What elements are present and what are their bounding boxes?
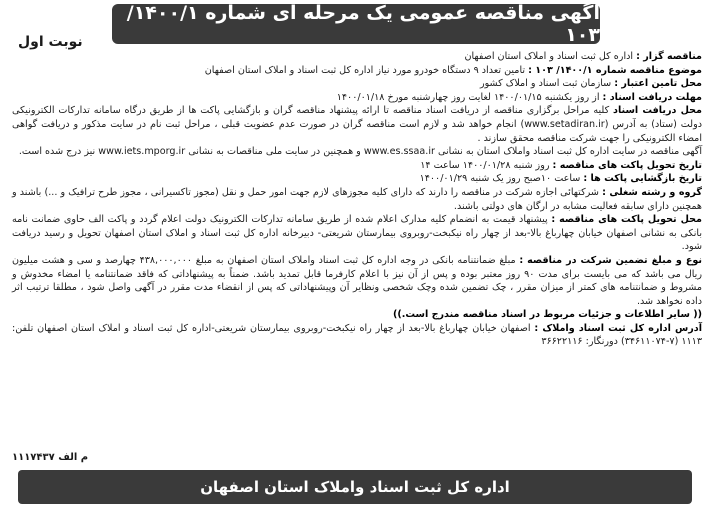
paragraph-text: تامین تعداد ۹ دستگاه خودرو مورد نیاز اداره کل ثبت اسناد و املاک استان اصفهان (204, 64, 529, 76)
paragraph-label: تاریخ بازگشایی پاکت ها : (583, 173, 702, 185)
paragraph-label: تاریخ تحویل پاکت های مناقصه : (552, 159, 702, 171)
paragraph (12, 50, 702, 64)
ad-title: آگهی مناقصه عمومی یک مرحله ای شماره ۱۴۰۰/۱/ ۱۰۳ (112, 4, 600, 44)
paragraph-label: (( سایر اطلاعات و جزئیات مربوط در اسناد مناقصه مندرج است.)) (392, 309, 702, 321)
paragraph-label: محل دریافت اسناد (613, 105, 702, 117)
paragraph-text: پیشنهاد قیمت به انضمام کلیه مدارک اعلام شده از طریق سامانه تدارکات الکترونیک دولت اعلام گردد و پاکت الف حاوی ضمانت نامه بانکی به نشانی اصفهان خیابان چهارباغ بالا-بعد از چهار راه نیکبخت-روبروی بیمارستان شریعتی- دبیرخانه اداره کل ثبت اسناد و املاک استان اصفهان تحویل و رسید دریافت شود. (12, 214, 702, 253)
paragraph (12, 104, 702, 145)
paragraph-text: اصفهان خیابان چهارباغ بالا-بعد از چهار راه نیکبخت-روبروی بیمارستان شریعتی-اداره کل ثبت اسناد و املاک استان اصفهان تلفن: ۱۱۱۳ (۷-۳۴۶۱۱۰۷۴) دورنگار: ۳۶۶۲۲۱۱۶ (12, 322, 702, 348)
paragraph-text: مبلغ ضمانتنامه بانکی در وجه اداره کل ثبت اسناد واملاک استان اصفهان به مبلغ ۴۳۸,۰۰۰,۰۰۰ چهارصد و سی و هشت میلیون ریال می باشد که می بایست برای مدت ۹۰ روز معتبر بوده و پس از آن نیز با اعلام کارفرما قابل تمدید باشد. ضمناً به پیشنهاداتی که فاقد ضمانتنامه یا امضاء مخدوش و مشروط و ضمانتنامه های کمتر از میزان مقرر ، چک تضمین شده وچک شخصی ونظایر آن وپیشنهاداتی که پس از انقضاء مدت مقرر در آگهی واصل شود ، مطلقا ترتیب اثر داده نخواهد شد. (12, 254, 702, 307)
paragraph (12, 91, 702, 105)
paragraph-label: گروه و رشته شغلی : (602, 186, 702, 198)
paragraph (12, 145, 702, 159)
paragraph (12, 186, 702, 213)
footer-banner (18, 470, 692, 504)
paragraph-text: ساعت ۱۰صبح روز یک شنبه ۱۴۰۰/۰۱/۲۹ (419, 173, 584, 185)
paragraph-text: آگهی مناقصه در سایت اداره کل ثبت اسناد واملاک استان به نشانی www.es.ssaa.ir و همچنین در سایت ملی مناقصات به نشانی www.iets.mporg.ir نیز درج شده است. (18, 146, 702, 158)
reference-number: م الف ۱۱۱۷۴۳۷ (12, 452, 89, 463)
paragraph (12, 77, 702, 91)
footer-text: اداره کل ثبت اسناد واملاک استان اصفهان (200, 478, 510, 496)
paragraph-text: کلیه مراحل برگزاری مناقصه از دریافت اسناد مناقصه تا ارائه پیشنهاد مناقصه گران و بازگشایی پاکت ها از طریق درگاه سامانه تدارکات الکترونیکی دولت (ستاد) به آدرس (www.setadiran.ir) انجام خواهد شد و لازم است مناقصه گران در صورت عدم عضویت قبلی ، مراحل ثبت نام در سایت مذکور و دریافت گواهی امضاء الکترونیکی را جهت شرکت مناقصه محقق سازند . (12, 105, 702, 144)
paragraph (12, 159, 702, 173)
paragraph (12, 172, 702, 186)
paragraph-text: از روز یکشنبه ۱۴۰۰/۰۱/۱۵ لغایت روز چهارشنبه مورخ ۱۴۰۰/۰۱/۱۸ (336, 91, 603, 103)
paragraph-text: شرکتهائی اجازه شرکت در مناقصه را دارند که دارای کلیه مجوزهای لازم جهت امور حمل و نقل (مجوز تاکسیرانی ، مجوز طرح ترافیک و ...) باشند و همچنین دارای سابقه فعالیت مشابه در ارگان های دولتی باشند. (12, 186, 702, 212)
round-label: نوبت اول (18, 34, 83, 50)
paragraph-label: مناقصه گزار : (636, 51, 702, 62)
paragraph-label: محل تحویل پاکت های مناقصه : (551, 214, 702, 226)
paragraph-label: مهلت دریافت اسناد : (602, 91, 702, 103)
paragraph-text: سازمان ثبت اسناد و املاک کشور (479, 78, 615, 90)
paragraph (12, 308, 702, 322)
paragraph (12, 254, 702, 308)
paragraph (12, 322, 702, 349)
paragraph-label: آدرس اداره کل ثبت اسناد واملاک : (534, 322, 702, 334)
paragraph (12, 64, 702, 78)
paragraph-text: روز شنبه ۱۴۰۰/۰۱/۲۸ ساعت ۱۴ (420, 159, 553, 171)
paragraph-text: اداره کل ثبت اسناد و املاک استان اصفهان (464, 51, 637, 62)
paragraph-label: نوع و مبلغ تضمین شرکت در مناقصه : (519, 254, 702, 266)
ad-body (12, 50, 702, 349)
paragraph-label: محل تامین اعتبار : (614, 78, 702, 90)
paragraph-label: موضوع مناقصه شماره ۱۴۰۰/۱/ ۱۰۳ : (528, 64, 702, 76)
paragraph (12, 213, 702, 254)
